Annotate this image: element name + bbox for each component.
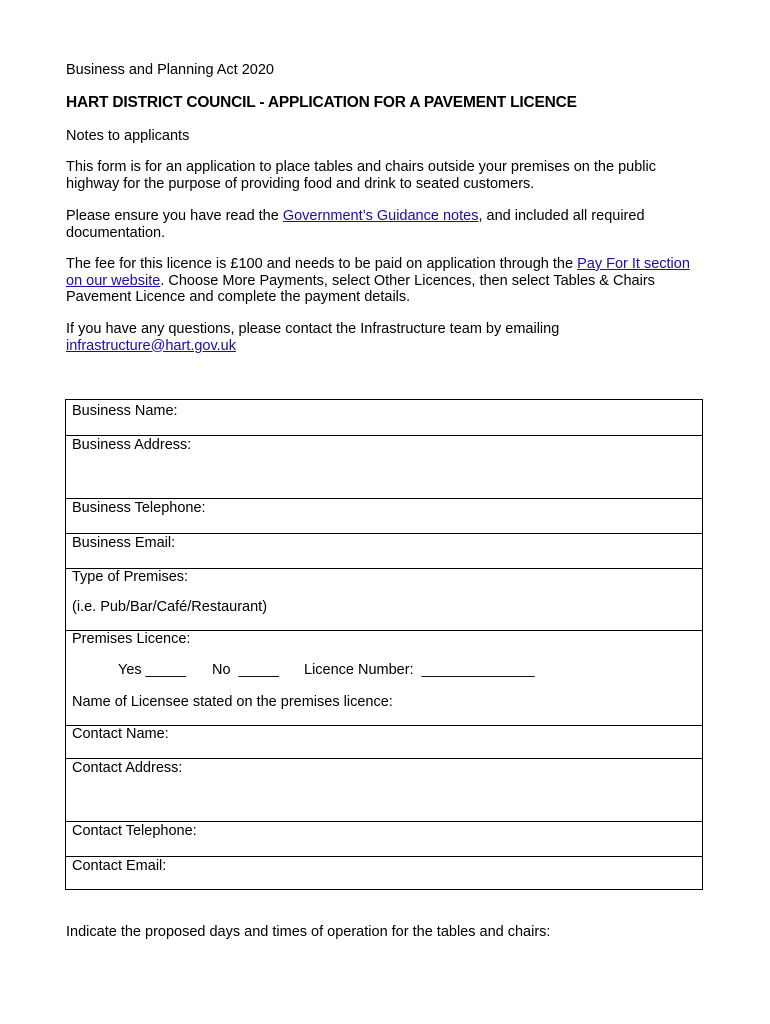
contact-address-label: Contact Address: xyxy=(72,760,183,776)
licence-yes-field[interactable]: Yes _____ xyxy=(118,662,187,678)
contact-name-row[interactable] xyxy=(66,726,702,759)
contact-telephone-row[interactable] xyxy=(66,822,702,857)
licence-number-field[interactable]: Licence Number: ______________ xyxy=(304,662,535,678)
operation-prompt: Indicate the proposed days and times of operation for the tables and chairs: xyxy=(66,924,551,940)
business-email-row[interactable] xyxy=(66,534,702,569)
application-form-table xyxy=(65,399,703,890)
fee-paragraph xyxy=(66,256,704,306)
business-email-label: Business Email: xyxy=(72,535,176,551)
business-address-row[interactable] xyxy=(66,436,702,499)
premises-licence-label: Premises Licence: xyxy=(72,631,191,647)
infrastructure-email-link[interactable]: infrastructure@hart.gov.uk xyxy=(66,337,236,354)
guidance-text-after: , and included all required documentation. xyxy=(66,208,645,241)
business-name-label: Business Name: xyxy=(72,403,178,419)
premises-licence-row xyxy=(66,631,702,726)
pay-for-it-link[interactable]: Pay For It section on our website xyxy=(66,256,690,289)
intro-paragraph: This form is for an application to place tables and chairs outside your premises on the public highway for the purpose of providing food and drink to seated customers. xyxy=(66,159,656,192)
guidance-notes-link[interactable]: Government’s Guidance notes xyxy=(282,208,479,224)
premises-example-text: (i.e. Pub/Bar/Café/Restaurant) xyxy=(72,599,268,615)
licensee-name-label: Name of Licensee stated on the premises licence: xyxy=(72,694,393,710)
business-telephone-label: Business Telephone: xyxy=(72,500,206,516)
contact-paragraph xyxy=(66,321,704,354)
page-title: HART DISTRICT COUNCIL - APPLICATION FOR A PAVEMENT LICENCE xyxy=(66,94,577,111)
contact-name-label: Contact Name: xyxy=(72,726,169,742)
contact-address-row[interactable] xyxy=(66,759,702,822)
contact-email-row[interactable] xyxy=(66,857,702,891)
contact-text-before: If you have any questions, please contact the Infrastructure team by emailing xyxy=(66,321,560,337)
contact-email-label: Contact Email: xyxy=(72,858,167,874)
business-address-label: Business Address: xyxy=(72,437,192,453)
type-of-premises-label: Type of Premises: xyxy=(72,569,189,585)
business-name-row[interactable] xyxy=(66,400,702,436)
licence-no-field[interactable]: No _____ xyxy=(212,662,279,678)
guidance-text-before: Please ensure you have read the xyxy=(66,208,283,224)
guidance-paragraph xyxy=(66,208,704,241)
fee-text-after: . Choose More Payments, select Other Licences, then select Tables & Chairs Pavement Licence and complete the payment details. xyxy=(66,272,655,305)
notes-heading: Notes to applicants xyxy=(66,128,190,144)
fee-text-before: The fee for this licence is £100 and needs to be paid on application through the xyxy=(66,256,578,272)
contact-telephone-label: Contact Telephone: xyxy=(72,823,197,839)
act-name: Business and Planning Act 2020 xyxy=(66,62,274,78)
business-telephone-row[interactable] xyxy=(66,499,702,534)
type-of-premises-row[interactable] xyxy=(66,569,702,631)
